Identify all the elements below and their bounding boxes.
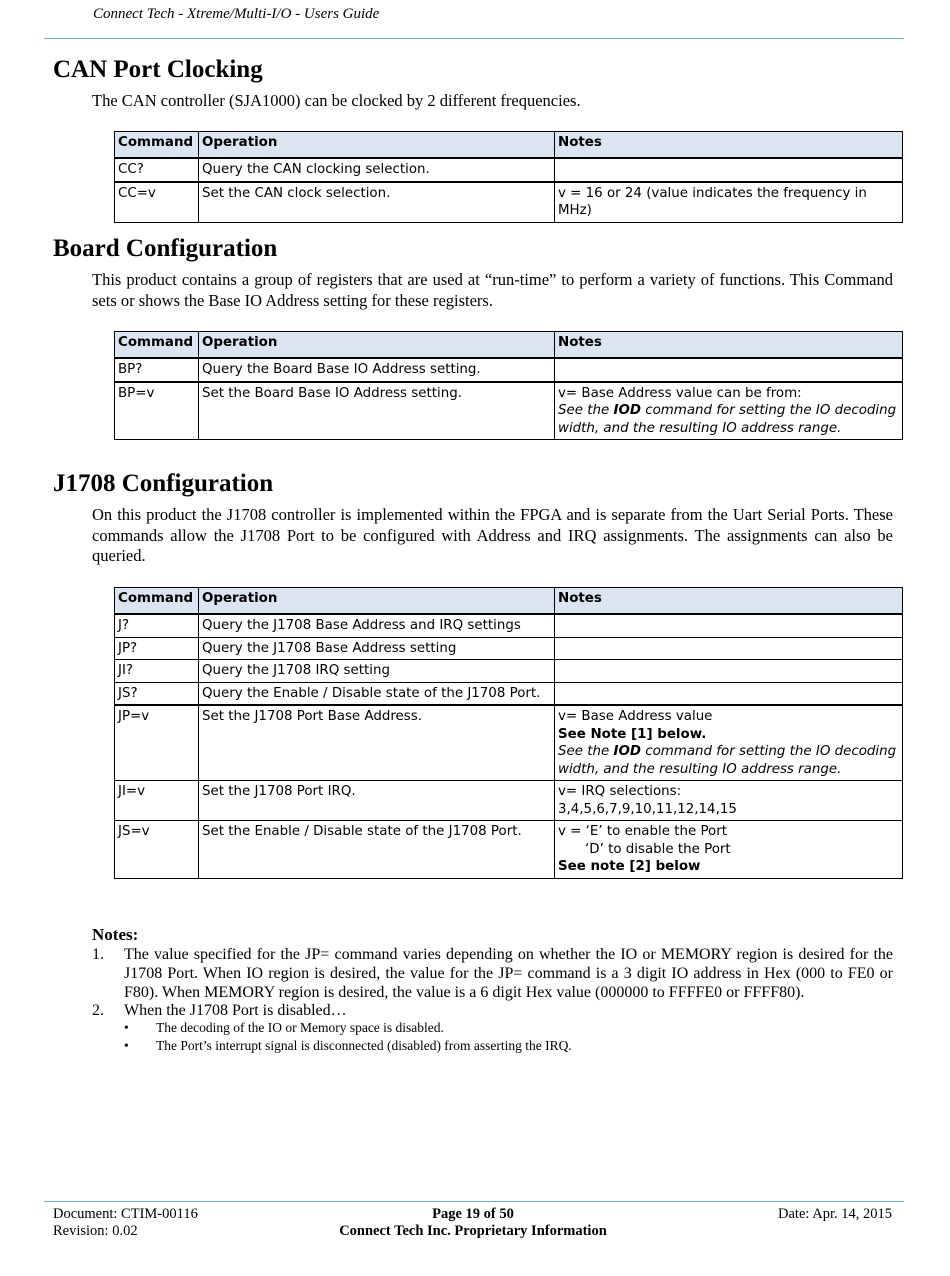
operation-cell: Set the Board Base IO Address setting. <box>199 382 555 440</box>
running-header: Connect Tech - Xtreme/Multi-I/O - Users Guide <box>93 6 380 22</box>
bullet-item <box>124 1020 444 1036</box>
command-cell: JS? <box>115 682 199 705</box>
notes-see-pre: See the <box>558 403 614 418</box>
table-row <box>115 682 903 705</box>
operation-cell: Set the CAN clock selection. <box>199 182 555 223</box>
note-item <box>92 1001 893 1020</box>
operation-cell: Set the J1708 Port Base Address. <box>199 705 555 781</box>
notes-bold-line: See note [2] below <box>558 859 701 874</box>
column-header: Command <box>115 132 199 159</box>
note-number: 1. <box>92 946 104 963</box>
notes-heading: Notes: <box>92 925 139 944</box>
notes-cell: v = 16 or 24 (value indicates the frequency in MHz) <box>555 182 903 223</box>
can-heading: CAN Port Clocking <box>53 56 263 83</box>
can-command-table <box>114 131 903 223</box>
operation-cell: Query the Board Base IO Address setting. <box>199 358 555 382</box>
notes-line: ‘D’ to disable the Port <box>585 841 731 857</box>
command-cell: J? <box>115 614 199 637</box>
table-row <box>115 821 903 879</box>
column-header: Notes <box>555 588 903 615</box>
footer-left <box>53 1206 198 1240</box>
command-cell: JS=v <box>115 821 199 879</box>
command-cell: CC=v <box>115 182 199 223</box>
operation-cell: Query the J1708 IRQ setting <box>199 660 555 683</box>
notes-see-post: command for setting the IO decoding width, and the resulting IO address range. <box>558 403 897 436</box>
notes-cell <box>555 637 903 660</box>
table-row <box>115 358 903 382</box>
bullet-text: The decoding of the IO or Memory space is disabled. <box>156 1020 444 1035</box>
column-header: Operation <box>199 132 555 159</box>
notes-see-iod <box>558 402 899 437</box>
j1708-heading: J1708 Configuration <box>53 470 274 497</box>
footer-proprietary: Connect Tech Inc. Proprietary Information <box>339 1223 607 1239</box>
notes-see-pre: See the <box>558 744 614 759</box>
footer-page: Page 19 of 50 <box>432 1206 514 1222</box>
note-text: The value specified for the JP= command varies depending on whether the IO or MEMORY region is desired for the J1708 Port. When IO region is desired, the value for the JP= command is a 3 digit IO address in Hex (000 to FE0 or F80). When MEMORY region is desired, the value is a 6 digit Hex value (000000 to FFFFE0 or FFFF80). <box>124 946 893 1001</box>
note-number: 2. <box>92 1002 104 1019</box>
table-row <box>115 382 903 440</box>
notes-cell <box>555 158 903 182</box>
table-row <box>115 158 903 182</box>
notes-cell <box>555 781 903 821</box>
j1708-intro: On this product the J1708 controller is implemented within the FPGA and is separate from the Uart Serial Ports. These commands allow the J1708 Port to be configured with Address and IRQ assignments. The assignments can also be queried. <box>92 505 893 565</box>
footer-center <box>300 1206 646 1240</box>
table-row <box>115 705 903 781</box>
column-header: Notes <box>555 332 903 359</box>
notes-line: v = ‘E’ to enable the Port <box>558 824 728 839</box>
table-row <box>115 660 903 683</box>
command-cell: BP? <box>115 358 199 382</box>
notes-bold-line: See Note [1] below. <box>558 726 707 742</box>
footer-right <box>778 1206 892 1223</box>
notes-line: v= Base Address value <box>558 709 713 724</box>
footer-date: Date: Apr. 14, 2015 <box>778 1206 892 1222</box>
table-row <box>115 781 903 821</box>
operation-cell: Query the Enable / Disable state of the J1708 Port. <box>199 682 555 705</box>
command-cell: CC? <box>115 158 199 182</box>
footer-document: Document: CTIM-00116 <box>53 1206 198 1222</box>
footer-rule <box>44 1201 904 1202</box>
bullet-text: The Port’s interrupt signal is disconnected (disabled) from asserting the IRQ. <box>156 1038 572 1053</box>
notes-cell <box>555 682 903 705</box>
notes-cell <box>555 382 903 440</box>
bullet-item <box>124 1038 572 1054</box>
operation-cell: Set the J1708 Port IRQ. <box>199 781 555 821</box>
table-header-row <box>115 588 903 615</box>
notes-see-iod <box>558 743 899 778</box>
notes-cell <box>555 821 903 879</box>
iod-command: IOD <box>613 403 641 418</box>
board-intro: This product contains a group of registers that are used at “run-time” to perform a variety of functions. This Command sets or shows the Base IO Address setting for these registers. <box>92 270 893 310</box>
bullet-icon: • <box>124 1020 129 1035</box>
notes-cell <box>555 660 903 683</box>
notes-line: 3,4,5,6,7,9,10,11,12,14,15 <box>558 801 737 817</box>
table-row <box>115 614 903 637</box>
column-header: Command <box>115 588 199 615</box>
notes-cell <box>555 358 903 382</box>
table-row <box>115 182 903 223</box>
command-cell: JI? <box>115 660 199 683</box>
notes-cell <box>555 705 903 781</box>
notes-line: v= IRQ selections: <box>558 784 682 799</box>
table-header-row <box>115 132 903 159</box>
note-text: When the J1708 Port is disabled… <box>124 1002 347 1019</box>
note-item <box>92 945 893 1002</box>
table-row <box>115 637 903 660</box>
operation-cell: Set the Enable / Disable state of the J1708 Port. <box>199 821 555 879</box>
bullet-icon: • <box>124 1038 129 1053</box>
operation-cell: Query the J1708 Base Address and IRQ settings <box>199 614 555 637</box>
j1708-command-table <box>114 587 903 879</box>
command-cell: JP=v <box>115 705 199 781</box>
column-header: Operation <box>199 332 555 359</box>
iod-command: IOD <box>613 744 641 759</box>
notes-see-post: command for setting the IO decoding width, and the resulting IO address range. <box>558 744 897 777</box>
notes-cell <box>555 614 903 637</box>
can-intro: The CAN controller (SJA1000) can be clocked by 2 different frequencies. <box>92 91 581 110</box>
board-command-table <box>114 331 903 440</box>
column-header: Command <box>115 332 199 359</box>
table-header-row <box>115 332 903 359</box>
column-header: Operation <box>199 588 555 615</box>
column-header: Notes <box>555 132 903 159</box>
command-cell: BP=v <box>115 382 199 440</box>
command-cell: JI=v <box>115 781 199 821</box>
footer-revision: Revision: 0.02 <box>53 1223 138 1239</box>
header-rule <box>44 38 904 39</box>
operation-cell: Query the CAN clocking selection. <box>199 158 555 182</box>
command-cell: JP? <box>115 637 199 660</box>
operation-cell: Query the J1708 Base Address setting <box>199 637 555 660</box>
board-heading: Board Configuration <box>53 235 278 262</box>
notes-line: v= Base Address value can be from: <box>558 385 802 401</box>
